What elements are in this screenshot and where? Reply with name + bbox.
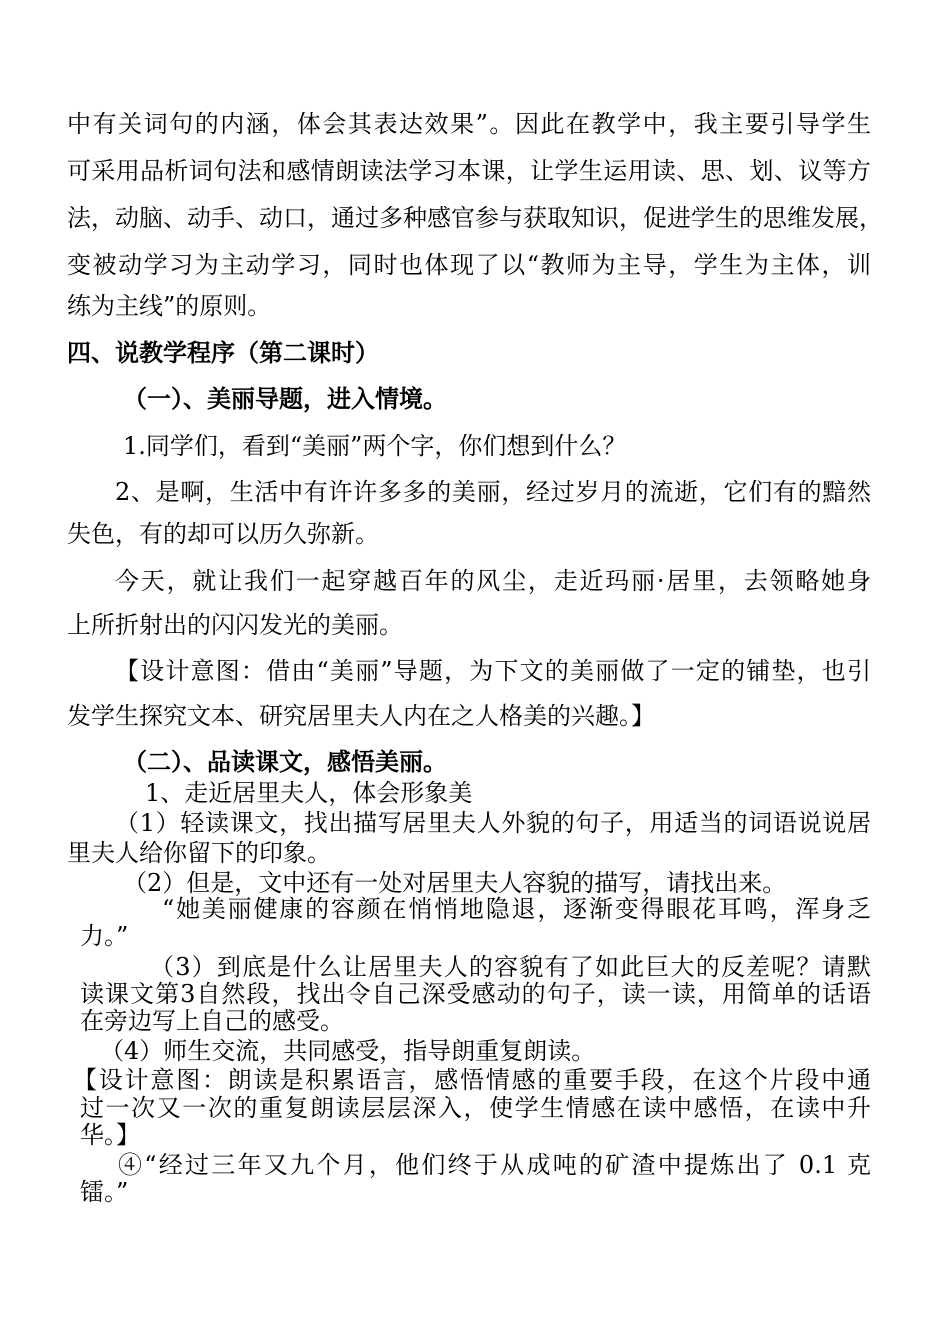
intro-line: 练为主线”的原则。 [67,292,272,320]
paragraph: 失色，有的却可以历久弥新。 [67,520,379,548]
question: （1）轻读课文，找出描写居里夫人外貌的句子，用适当的词语说说居 [115,809,871,837]
design-intent: 发学生探究文本、研究居里夫人内在之人格美的兴趣。】 [67,702,655,730]
intro-line: 变被动学习为主动学习，同时也体现了以“教师为主导，学生为主体，训 [67,251,871,279]
design-intent: 华。】 [80,1121,140,1149]
question: （3）到底是什么让居里夫人的容貌有了如此巨大的反差呢？请默 [150,953,871,981]
question: 里夫人给你留下的印象。 [67,839,331,867]
subsection-heading: （一）、美丽导题，进入情境。 [123,384,447,413]
section-heading: 四、说教学程序（第二课时） [67,338,379,367]
quote: 镭。” [80,1178,129,1206]
intro-line: 可采用品析词句法和感情朗读法学习本课，让学生运用读、思、划、议等方 [67,157,871,185]
design-intent: 【设计意图：借由“美丽”导题，为下文的美丽做了一定的铺垫，也引 [115,657,871,685]
quote: “她美丽健康的容颜在悄悄地隐退，逐渐变得眼花耳鸣，浑身乏 [162,895,871,923]
quote: ④“经过三年又九个月，他们终于从成吨的矿渣中提炼出了 0.1 克 [118,1151,871,1179]
design-intent: 过一次又一次的重复朗读层层深入，使学生情感在读中感悟，在读中升 [80,1094,871,1122]
paragraph: 上所折射出的闪闪发光的美丽。 [67,611,403,639]
quote: 力。” [80,922,129,950]
paragraph: 2、是啊，生活中有许许多多的美丽，经过岁月的流逝，它们有的黯然 [115,478,871,506]
subsection-heading: （二）、品读课文，感悟美丽。 [123,747,447,776]
question: 在旁边写上自己的感受。 [80,1007,344,1035]
design-intent: 【设计意图：朗读是积累语言，感悟情感的重要手段，在这个片段中通 [73,1066,871,1094]
question: 读课文第3自然段，找出令自己深受感动的句子，读一读，用简单的话语 [80,980,871,1008]
intro-line: 法，动脑、动手、动口，通过多种感官参与获取知识，促进学生的思维发展， [67,204,883,232]
paragraph: 1、走近居里夫人，体会形象美 [145,779,473,807]
question: （4）师生交流，共同感受，指导朗重复朗读。 [100,1037,596,1065]
intro-line: 中有关词句的内涵，体会其表达效果”。因此在教学中，我主要引导学生 [67,110,871,138]
paragraph: 今天，就让我们一起穿越百年的风尘，走近玛丽·居里，去领略她身 [115,567,871,595]
question: （2）但是，文中还有一处对居里夫人容貌的描写，请找出来。 [123,869,787,897]
paragraph: 1.同学们，看到“美丽”两个字，你们想到什么？ [123,432,627,460]
